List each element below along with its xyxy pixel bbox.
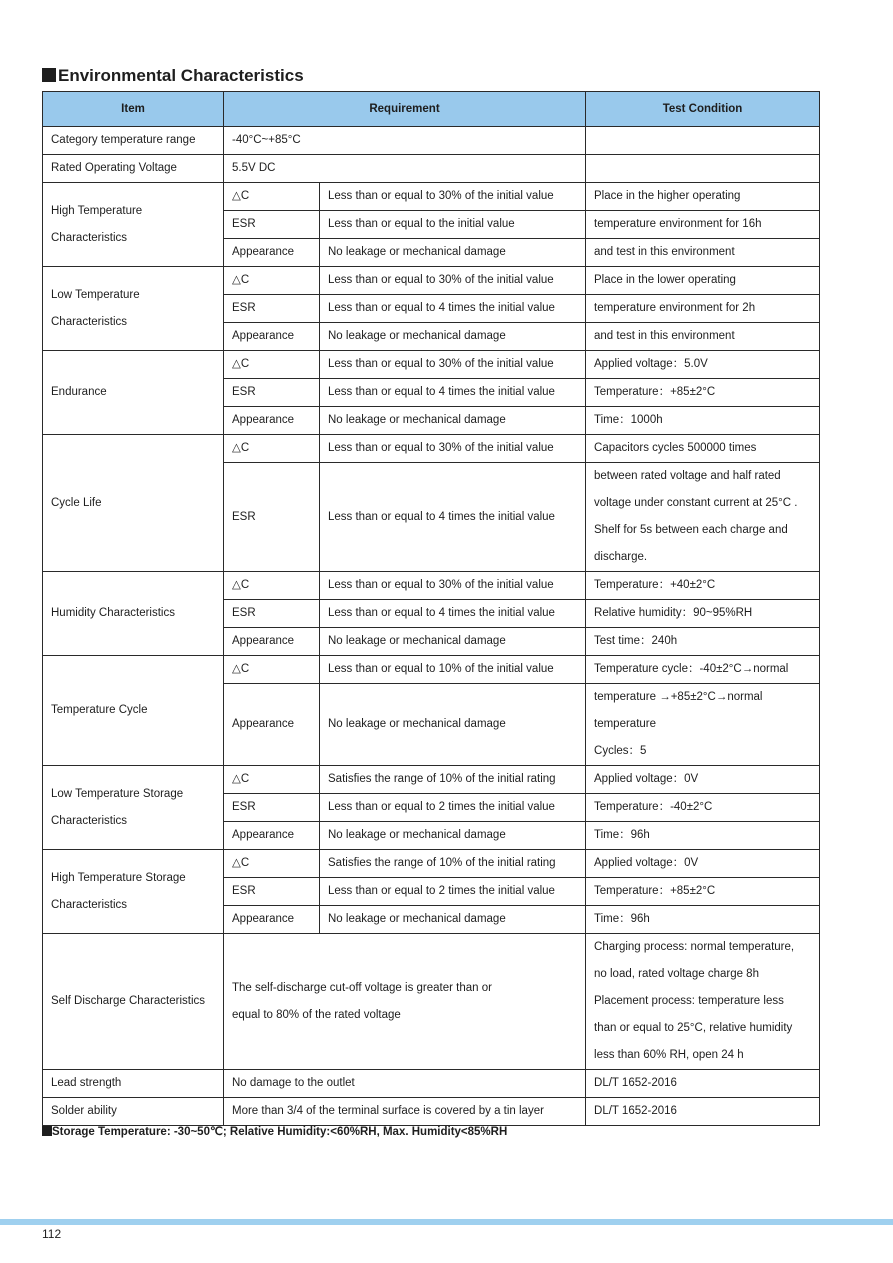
param-cell: Appearance [224,906,320,934]
condition-cell: temperature →+85±2°C→normal temperature Cycles：5 [586,684,820,766]
requirement-cell: Less than or equal to 4 times the initial value [320,295,586,323]
page-number: 112 [42,1227,62,1241]
item-cell: High Temperature Characteristics [43,183,224,267]
condition-cell: Applied voltage：0V [586,766,820,794]
storage-note [42,1124,507,1138]
condition-cell: temperature environment for 16h [586,211,820,239]
condition-cell [586,155,820,183]
table-row [43,435,820,463]
condition-cell: Applied voltage：5.0V [586,351,820,379]
param-cell: Appearance [224,684,320,766]
param-cell: ESR [224,211,320,239]
table-row [43,351,820,379]
requirement-cell: No leakage or mechanical damage [320,407,586,435]
param-cell: ESR [224,600,320,628]
param-cell: △C [224,656,320,684]
condition-cell: Charging process: normal temperature, no load, rated voltage charge 8h Placement process: temperature less than or equal to 25°C, relative humidity less than 60% RH, open 24 h [586,934,820,1070]
condition-cell: Time：96h [586,822,820,850]
table-row [43,850,820,878]
param-cell: Appearance [224,239,320,267]
condition-cell: Temperature：-40±2°C [586,794,820,822]
condition-cell: Test time：240h [586,628,820,656]
requirement-cell: Less than or equal to 30% of the initial value [320,572,586,600]
condition-cell: and test in this environment [586,323,820,351]
characteristics-table [42,91,820,1126]
item-cell: Low Temperature Storage Characteristics [43,766,224,850]
table-row [43,656,820,684]
condition-cell: Temperature cycle：-40±2°C→normal [586,656,820,684]
condition-cell: Temperature：+85±2°C [586,878,820,906]
requirement-cell: No leakage or mechanical damage [320,684,586,766]
condition-cell: Place in the higher operating [586,183,820,211]
requirement-cell: Satisfies the range of 10% of the initial rating [320,850,586,878]
item-cell: Temperature Cycle [43,656,224,766]
storage-note-text: Storage Temperature: -30~50℃; Relative Humidity:<60%RH, Max. Humidity<85%RH [52,1126,508,1138]
requirement-cell: Less than or equal to 4 times the initial value [320,379,586,407]
table-row [43,1098,820,1126]
condition-cell: Temperature：+40±2°C [586,572,820,600]
requirement-cell: Less than or equal to 30% of the initial value [320,435,586,463]
item-cell: Cycle Life [43,435,224,572]
item-cell: Endurance [43,351,224,435]
condition-cell: DL/T 1652-2016 [586,1098,820,1126]
param-cell: ESR [224,794,320,822]
condition-cell: Time：1000h [586,407,820,435]
header-item: Item [43,92,224,127]
requirement-cell: More than 3/4 of the terminal surface is covered by a tin layer [224,1098,586,1126]
param-cell: ESR [224,463,320,572]
condition-cell: Relative humidity：90~95%RH [586,600,820,628]
param-cell: Appearance [224,323,320,351]
square-bullet-icon [42,68,56,82]
param-cell: Appearance [224,628,320,656]
footer-divider [0,1219,893,1225]
condition-cell: Applied voltage：0V [586,850,820,878]
table-row [43,155,820,183]
condition-cell: Time：96h [586,906,820,934]
param-cell: △C [224,850,320,878]
item-cell: Category temperature range [43,127,224,155]
table-header-row [43,92,820,127]
condition-cell [586,127,820,155]
requirement-cell: Less than or equal to the initial value [320,211,586,239]
requirement-cell: Less than or equal to 10% of the initial value [320,656,586,684]
requirement-cell: No damage to the outlet [224,1070,586,1098]
param-cell: △C [224,183,320,211]
item-cell: Self Discharge Characteristics [43,934,224,1070]
item-cell: Low Temperature Characteristics [43,267,224,351]
condition-cell: DL/T 1652-2016 [586,1070,820,1098]
header-test-condition: Test Condition [586,92,820,127]
table-row [43,1070,820,1098]
condition-cell: between rated voltage and half rated voltage under constant current at 25°C . Shelf for 5s between each charge and discharge. [586,463,820,572]
page-title-text: Environmental Characteristics [58,66,304,85]
condition-cell: Place in the lower operating [586,267,820,295]
param-cell: Appearance [224,407,320,435]
param-cell: ESR [224,379,320,407]
header-requirement: Requirement [224,92,586,127]
table-row [43,934,820,1070]
requirement-cell: No leakage or mechanical damage [320,239,586,267]
item-cell: Solder ability [43,1098,224,1126]
requirement-cell: Less than or equal to 30% of the initial value [320,183,586,211]
param-cell: Appearance [224,822,320,850]
requirement-cell: No leakage or mechanical damage [320,822,586,850]
param-cell: △C [224,351,320,379]
item-cell: High Temperature Storage Characteristics [43,850,224,934]
table-row [43,572,820,600]
condition-cell: Capacitors cycles 500000 times [586,435,820,463]
requirement-cell: No leakage or mechanical damage [320,323,586,351]
requirement-cell: Less than or equal to 30% of the initial value [320,267,586,295]
requirement-cell: Less than or equal to 2 times the initial value [320,794,586,822]
param-cell: ESR [224,878,320,906]
requirement-cell: Less than or equal to 4 times the initial value [320,463,586,572]
item-cell: Humidity Characteristics [43,572,224,656]
page-title [42,66,304,86]
requirement-cell: Satisfies the range of 10% of the initial rating [320,766,586,794]
table-row [43,127,820,155]
param-cell: △C [224,766,320,794]
requirement-cell: Less than or equal to 4 times the initial value [320,600,586,628]
param-cell: △C [224,572,320,600]
requirement-cell: The self-discharge cut-off voltage is greater than or equal to 80% of the rated voltage [224,934,586,1070]
requirement-cell: Less than or equal to 2 times the initial value [320,878,586,906]
param-cell: ESR [224,295,320,323]
requirement-cell: 5.5V DC [224,155,586,183]
square-bullet-icon [42,1126,52,1136]
item-cell: Rated Operating Voltage [43,155,224,183]
table-row [43,766,820,794]
param-cell: △C [224,267,320,295]
requirement-cell: Less than or equal to 30% of the initial value [320,351,586,379]
condition-cell: and test in this environment [586,239,820,267]
condition-cell: temperature environment for 2h [586,295,820,323]
condition-cell: Temperature：+85±2°C [586,379,820,407]
table-row [43,267,820,295]
param-cell: △C [224,435,320,463]
requirement-cell: No leakage or mechanical damage [320,628,586,656]
item-cell: Lead strength [43,1070,224,1098]
requirement-cell: -40°C~+85°C [224,127,586,155]
requirement-cell: No leakage or mechanical damage [320,906,586,934]
table-row [43,183,820,211]
